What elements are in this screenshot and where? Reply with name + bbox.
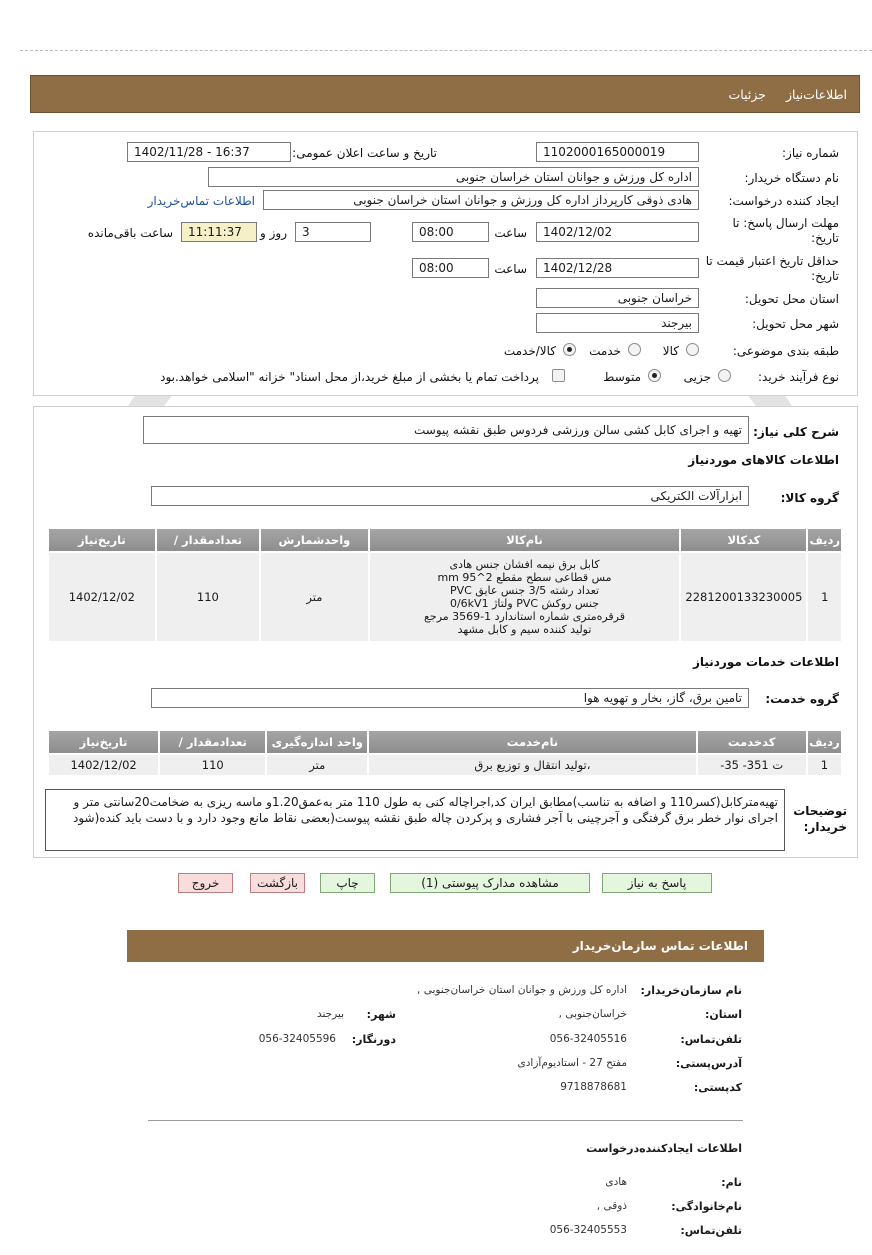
goods-header-code: کدکالا <box>680 528 807 552</box>
announce-field: 1402/11/28 - 16:37 <box>127 142 291 162</box>
org-postal-value: 9718878681 <box>560 1081 627 1093</box>
validity-time-label: ساعت <box>494 262 527 276</box>
remaining-time-field: 11:11:37 <box>181 222 257 242</box>
deadline-time-field: 08:00 <box>412 222 489 242</box>
table-row <box>48 552 842 642</box>
goods-group-label: گروه کالا: <box>780 491 839 505</box>
treasury-note: پرداخت تمام یا بخشی از مبلغ خرید،از محل اسناد" خزانه "اسلامی خواهد.بود <box>160 370 539 384</box>
goods-section-title: اطلاعات کالاهای موردنیاز <box>688 453 839 467</box>
category-goods-service-radio[interactable] <box>563 342 576 356</box>
province-label: استان محل تحویل: <box>744 292 839 306</box>
validity-date-field: 1402/12/28 <box>536 258 699 278</box>
tab-need-info[interactable]: اطلاعات‌نیاز <box>785 86 847 102</box>
buyer-field: اداره کل ورزش و جوانان استان خراسان جنوبی <box>208 167 699 187</box>
goods-name-line: مس قطاعی سطح مقطع 2^95 mm <box>437 571 612 584</box>
service-table <box>47 729 843 777</box>
goods-name-line: قرقره‌متری شماره استاندارد 1-3569 مرجع <box>424 610 626 623</box>
buyer-label: نام دستگاه خریدار: <box>744 171 839 185</box>
category-service-label: خدمت <box>589 344 621 358</box>
summary-field: تهیه و اجرای کابل کشی سالن ورزشی فردوس طبق نقشه پیوست <box>143 416 749 444</box>
org-name-value: اداره کل ورزش و جوانان استان خراسان‌جنوبی , <box>417 984 627 996</box>
service-group-field: تامین برق، گاز، بخار و تهویه هوا <box>151 688 749 708</box>
process-minor-label: جزیی <box>683 370 711 384</box>
goods-header-unit: واحدشمارش <box>260 528 369 552</box>
org-address-value: مفتح 27 - استادیوم‌آزادی <box>517 1057 627 1069</box>
service-header-index: ردیف <box>807 730 842 754</box>
buyer-contact-link[interactable]: اطلاعات تماس‌خریدار <box>147 194 255 208</box>
creator-name-label: نام: <box>721 1176 742 1189</box>
back-button[interactable]: بازگشت <box>250 873 305 893</box>
process-medium-label: متوسط <box>603 370 641 384</box>
org-name-label: نام سازمان‌خریدار: <box>640 984 742 997</box>
goods-cell-qty: 110 <box>156 552 260 642</box>
org-province-label: استان: <box>705 1008 742 1021</box>
service-cell-index: 1 <box>807 754 842 776</box>
attachments-button[interactable]: مشاهده مدارک پیوستی (1) <box>390 873 590 893</box>
validity-label: حداقل تاریخ اعتبار قیمت تا تاریخ: <box>705 254 839 283</box>
category-goods-service-label: کالا/خدمت <box>503 344 556 358</box>
service-header-unit: واحد اندازه‌گیری <box>266 730 368 754</box>
deadline-date-field: 1402/12/02 <box>536 222 699 242</box>
creator-info-title: اطلاعات ایجادکننده‌درخواست <box>586 1142 742 1155</box>
treasury-checkbox[interactable] <box>552 368 565 382</box>
org-postal-label: کدپستی: <box>693 1081 742 1094</box>
goods-cell-index: 1 <box>807 552 842 642</box>
goods-header-index: ردیف <box>807 528 842 552</box>
creator-phone-label: تلفن‌تماس: <box>680 1224 742 1237</box>
need-details-panel <box>33 406 858 858</box>
announce-label: تاریخ و ساعت اعلان عمومی: <box>292 146 437 160</box>
goods-name-line: کابل برق نیمه افشان جنس هادی <box>449 558 600 571</box>
org-address-label: آدرس‌پستی: <box>675 1057 742 1070</box>
tab-details[interactable]: جزئیات <box>728 86 766 102</box>
services-section-title: اطلاعات خدمات موردنیاز <box>692 655 839 669</box>
buyer-notes-box: تهیه‌مترکابل(کسر110 و اضافه به تناسب)مطابق ایران کد,اجراچاله کنی به طول 110 متر به‌عمق1.20و ماسه ریزی به ضخامت20سانتی متر و اجرای نوار خطر برق گرفتگی و آجرچینی با آجر فشاری و پرکردن چاله طبق نقشه پیوست(بعضی نقاط مانع وجود دارد و با دست باید کنده(شود <box>45 789 785 851</box>
service-cell-date: 1402/12/02 <box>48 754 159 776</box>
goods-name-line: جنس روکش PVC ولتاژ 0/6kV1 <box>449 597 600 610</box>
service-cell-qty: 110 <box>159 754 266 776</box>
goods-cell-code: 2281200133230005 <box>680 552 807 642</box>
days-label: روز و <box>260 226 287 240</box>
service-header-code: کدخدمت <box>697 730 807 754</box>
process-medium-radio[interactable] <box>648 368 661 382</box>
service-cell-unit: متر <box>266 754 368 776</box>
header-bar <box>30 75 860 113</box>
org-fax-label: دورنگار: <box>351 1033 396 1046</box>
service-cell-code: ت 351- 35- <box>697 754 807 776</box>
print-button[interactable]: چاپ <box>320 873 375 893</box>
exit-button[interactable]: خروج <box>178 873 233 893</box>
service-cell-name: ،تولید انتقال و توزیع برق <box>368 754 696 776</box>
city-field: بیرجند <box>536 313 699 333</box>
summary-label: شرح کلی نیاز: <box>753 425 839 439</box>
org-fax-value: 056-32405596 <box>258 1033 336 1045</box>
creator-phone-value: 056-32405553 <box>549 1224 627 1236</box>
org-phone-label: تلفن‌تماس: <box>680 1033 742 1046</box>
creator-field: هادی ذوقی کارپرداز اداره کل ورزش و جوانان استان خراسان جنوبی <box>263 190 699 210</box>
validity-time-field: 08:00 <box>412 258 489 278</box>
deadline-time-label: ساعت <box>494 226 527 240</box>
province-field: خراسان جنوبی <box>536 288 699 308</box>
org-contact-title: اطلاعات تماس سازمان‌خریدار <box>572 939 748 953</box>
reply-button[interactable]: پاسخ به نیاز <box>602 873 712 893</box>
org-city-label: شهر: <box>366 1008 396 1021</box>
process-label: نوع فرآیند خرید: <box>758 370 839 384</box>
need-number-label: شماره نیاز: <box>782 146 839 160</box>
remaining-label: ساعت باقی‌مانده <box>87 226 173 240</box>
creator-label: ایجاد کننده درخواست: <box>728 194 839 208</box>
category-goods-radio[interactable] <box>686 342 699 356</box>
need-number-field: 1102000165000019 <box>536 142 699 162</box>
category-goods-label: کالا <box>662 344 679 358</box>
org-phone-value: 056-32405516 <box>549 1033 627 1045</box>
city-label: شهر محل تحویل: <box>752 317 839 331</box>
creator-family-label: نام‌خانوادگی: <box>671 1200 742 1213</box>
service-header-date: تاریخ‌نیاز <box>48 730 159 754</box>
goods-header-name: نام‌کالا <box>369 528 681 552</box>
goods-cell-unit: متر <box>260 552 369 642</box>
goods-header-qty: تعدادمقدار / <box>156 528 260 552</box>
org-contact-bar <box>127 930 764 962</box>
category-service-radio[interactable] <box>628 342 641 356</box>
top-divider <box>20 50 872 51</box>
org-province-value: خراسان‌جنوبی , <box>558 1008 627 1020</box>
creator-name-value: هادی <box>605 1176 627 1188</box>
creator-family-value: ذوقی , <box>596 1200 627 1212</box>
goods-cell-date: 1402/12/02 <box>48 552 156 642</box>
section-divider <box>148 1120 743 1121</box>
org-city-value: بیرجند <box>316 1008 344 1020</box>
goods-cell-name <box>369 552 681 642</box>
goods-table <box>47 527 843 643</box>
goods-name-line: تعداد رشته 3/5 جنس عایق PVC <box>449 584 600 597</box>
deadline-label: مهلت ارسال پاسخ: تا تاریخ: <box>732 216 839 245</box>
service-group-label: گروه خدمت: <box>765 692 839 706</box>
goods-group-field: ابزارآلات الکتریکی <box>151 486 749 506</box>
need-form-panel <box>33 131 858 396</box>
buyer-notes-label: توضیحات خریدار: <box>793 804 847 834</box>
service-header-name: نام‌خدمت <box>368 730 696 754</box>
table-row <box>48 754 842 776</box>
goods-name-line: تولید کننده سیم و کابل مشهد <box>457 623 592 636</box>
process-minor-radio[interactable] <box>718 368 731 382</box>
days-field: 3 <box>295 222 371 242</box>
category-label: طبقه بندی موضوعی: <box>732 344 839 358</box>
service-header-qty: تعدادمقدار / <box>159 730 266 754</box>
goods-header-date: تاریخ‌نیاز <box>48 528 156 552</box>
